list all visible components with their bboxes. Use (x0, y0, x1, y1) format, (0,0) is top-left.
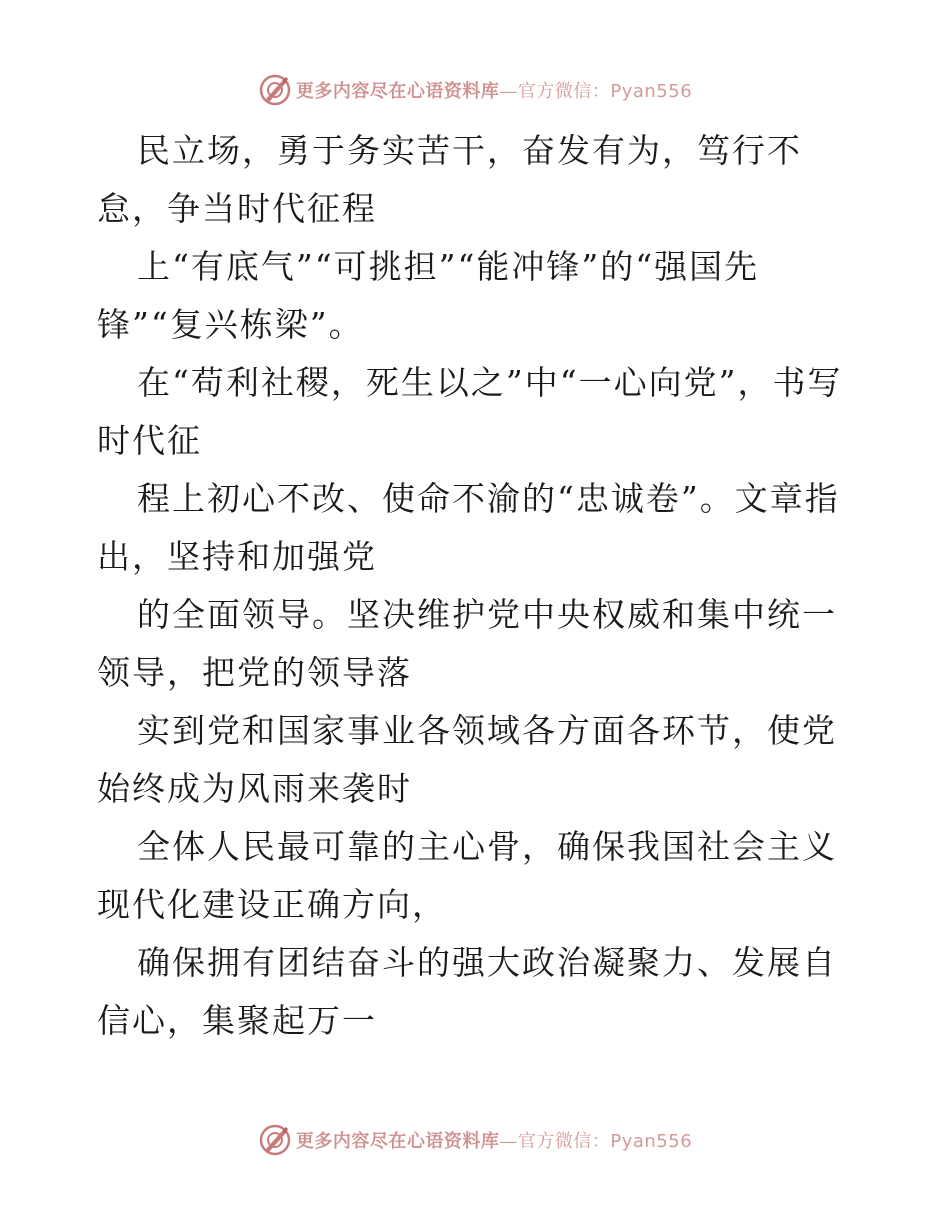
watermark-text: 更多内容尽在心语资料库—官方微信：Pyan556 (295, 81, 693, 102)
paragraph: 的全面领导。坚决维护党中央权威和集中统一领导，把党的领导落 (97, 595, 837, 692)
paragraph: 确保拥有团结奋斗的强大政治凝聚力、发展自信心，集聚起万一 (97, 943, 837, 1040)
pen-logo-icon (258, 73, 292, 107)
paragraph: 在“苟利社稷，死生以之”中“一心向党”，书写时代征 (97, 363, 843, 460)
header-watermark (0, 70, 950, 110)
document-body (97, 122, 857, 1050)
footer-watermark (0, 1120, 950, 1160)
paragraph: 民立场，勇于务实苦干，奋发有为，笃行不怠，争当时代征程 (97, 131, 802, 228)
paragraph: 程上初心不改、使命不渝的“忠诚卷”。文章指出，坚持和加强党 (97, 479, 840, 576)
paragraph: 实到党和国家事业各领域各方面各环节，使党始终成为风雨来袭时 (97, 711, 837, 808)
paragraph: 全体人民最可靠的主心骨，确保我国社会主义现代化建设正确方向， (97, 827, 837, 924)
paragraph: 上“有底气”“可挑担”“能冲锋”的“强国先锋”“复兴栋梁”。 (97, 247, 760, 344)
watermark-text: 更多内容尽在心语资料库—官方微信：Pyan556 (295, 1131, 693, 1152)
pen-logo-icon (258, 1123, 292, 1157)
